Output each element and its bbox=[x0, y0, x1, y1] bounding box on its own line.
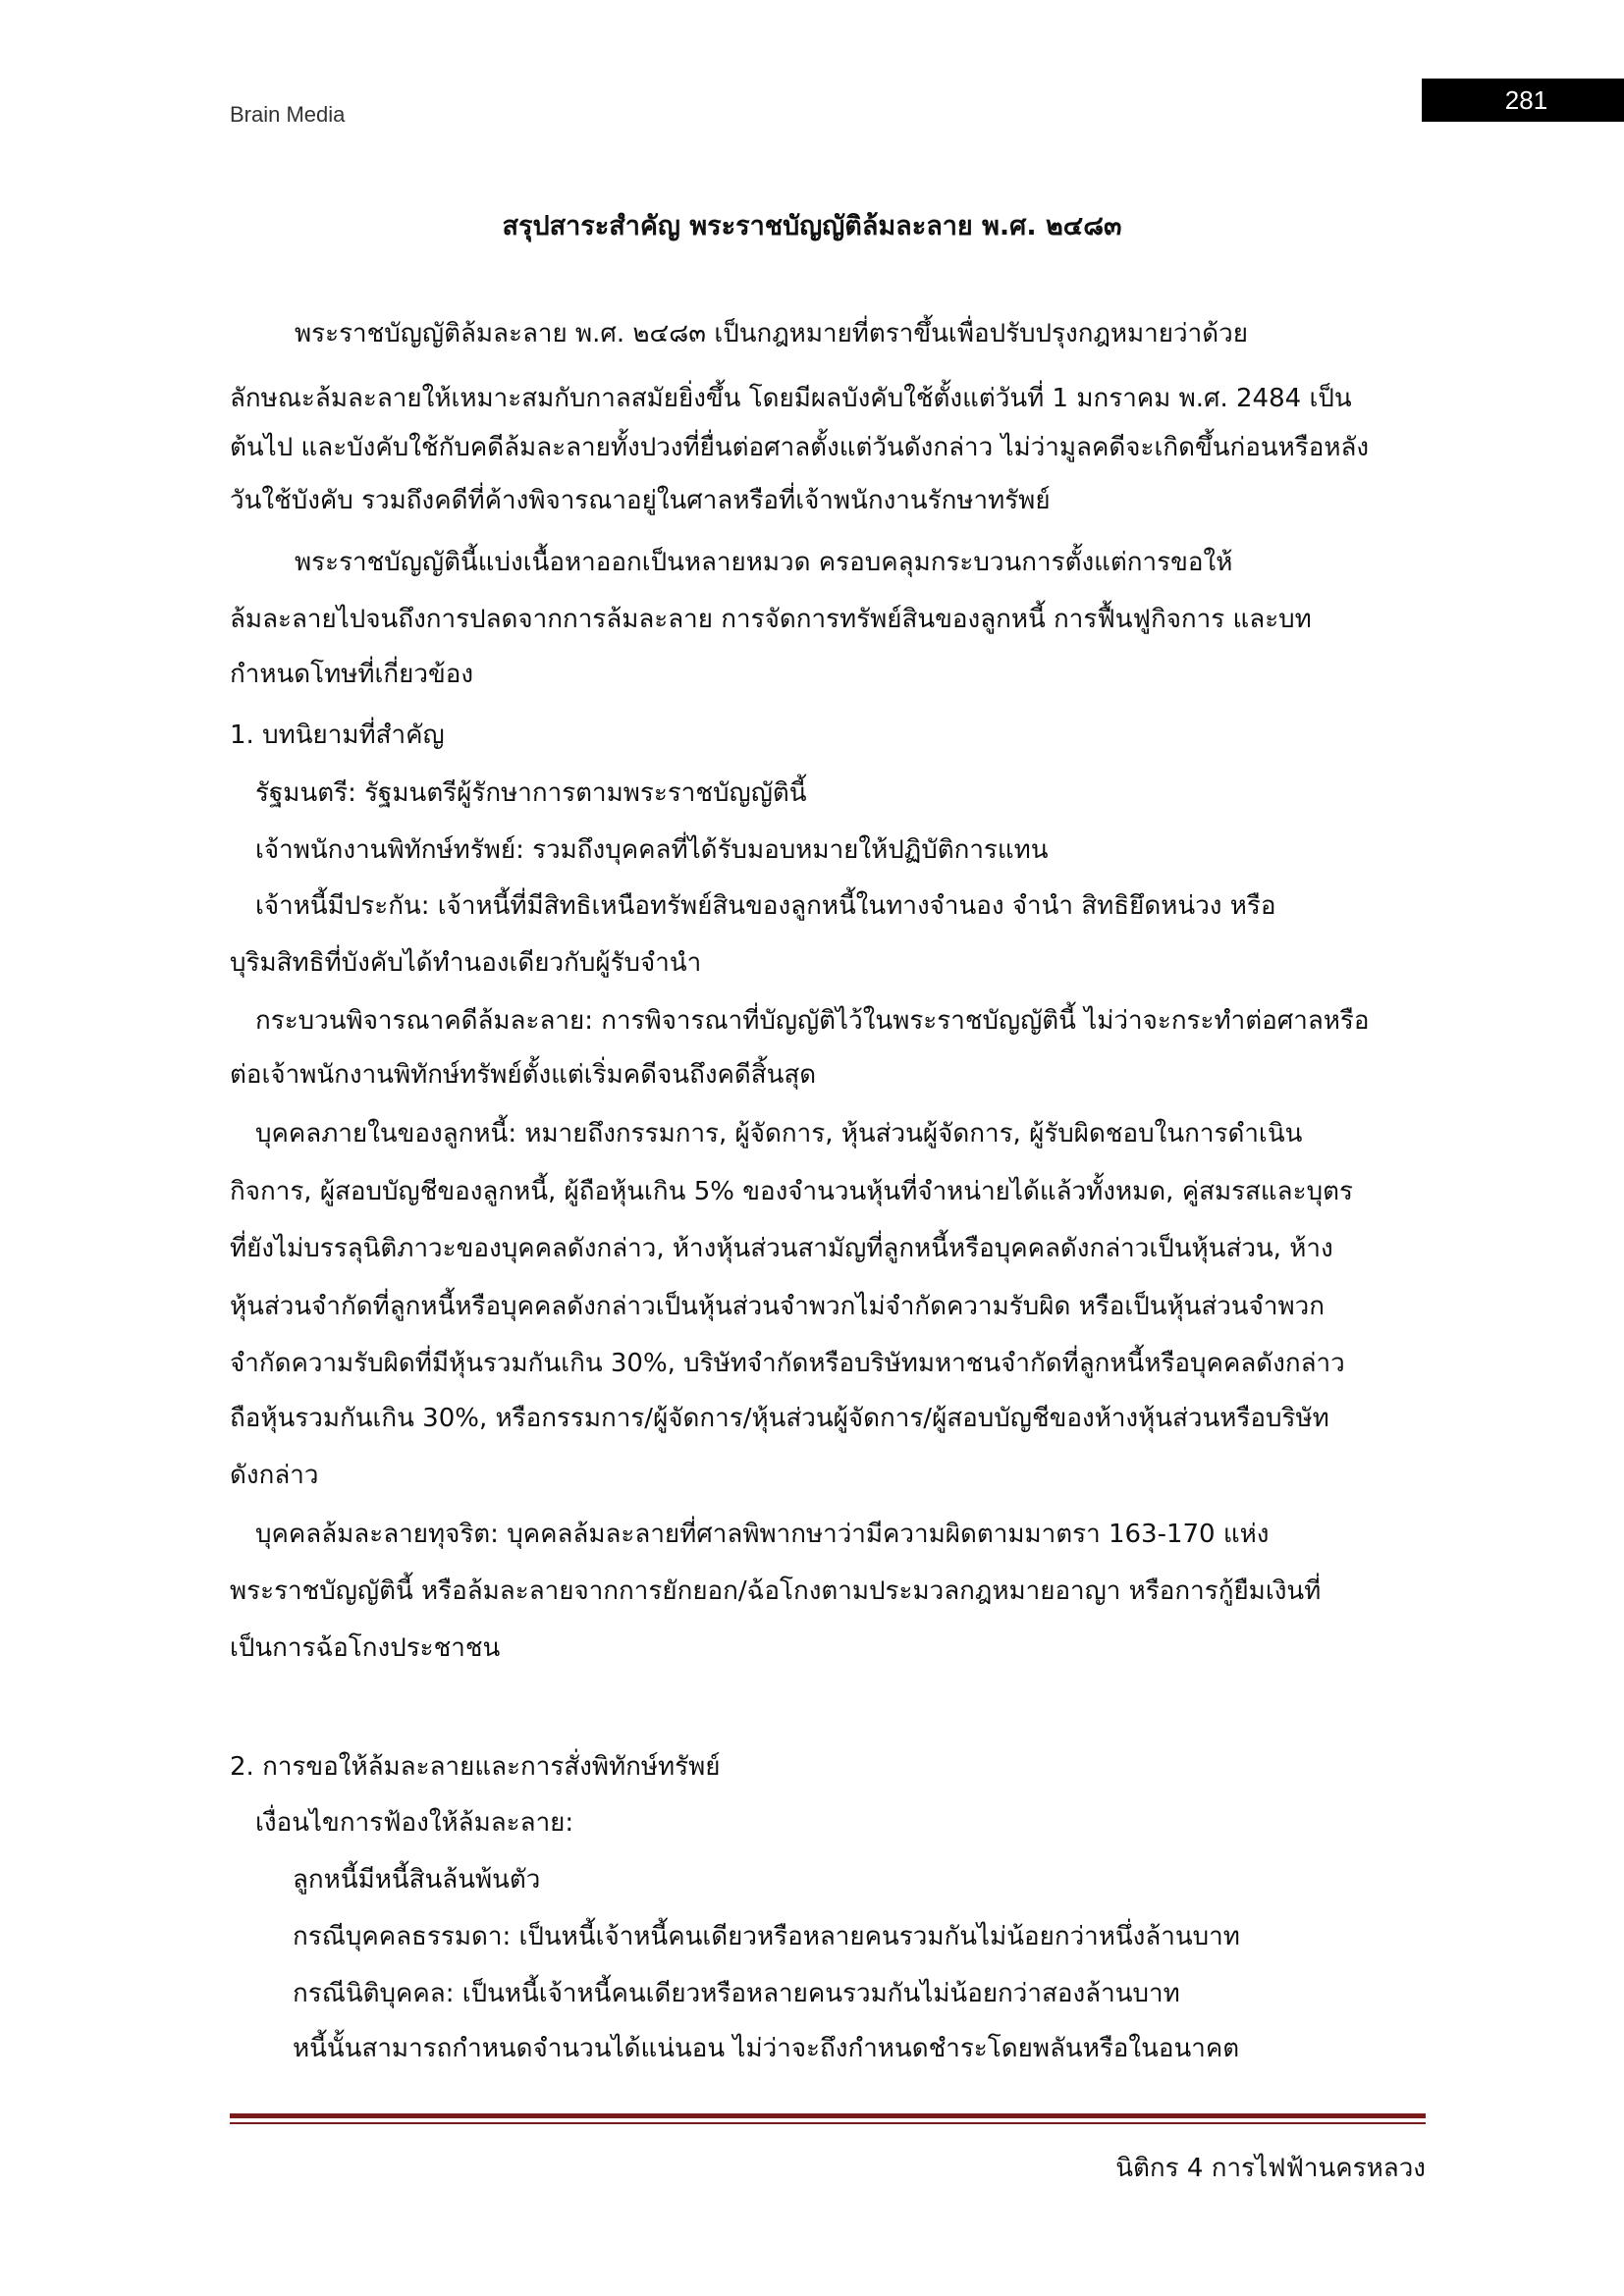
section-heading: 1. บทนิยามที่สำคัญ bbox=[230, 721, 445, 750]
paragraph-line: ล้มละลายไปจนถึงการปลดจากการล้มละลาย การจัดการทรัพย์สินของลูกหนี้ การฟื้นฟูกิจการ และบท bbox=[230, 605, 1312, 634]
footer-rule bbox=[230, 2122, 1426, 2124]
paragraph-line: กำหนดโทษที่เกี่ยวข้อง bbox=[230, 660, 474, 689]
paragraph-line: ลักษณะล้มละลายให้เหมาะสมกับกาลสมัยยิ่งขึ้น โดยมีผลบังคับใช้ตั้งแต่วันที่ 1 มกราคม พ.ศ. 2484 เป็น bbox=[230, 384, 1352, 413]
paragraph-line: วันใช้บังคับ รวมถึงคดีที่ค้างพิจารณาอยู่ในศาลหรือที่เจ้าพนักงานรักษาทรัพย์ bbox=[230, 486, 1051, 515]
definition-line: บุคคลภายในของลูกหนี้: หมายถึงกรรมการ, ผู้จัดการ, หุ้นส่วนผู้จัดการ, ผู้รับผิดชอบในการดำเนิน bbox=[255, 1119, 1303, 1148]
condition-line: กรณีบุคคลธรรมดา: เป็นหนี้เจ้าหนี้คนเดียวหรือหลายคนรวมกันไม่น้อยกว่าหนึ่งล้านบาท bbox=[293, 1922, 1240, 1951]
definition-line: กระบวนพิจารณาคดีล้มละลาย: การพิจารณาที่บัญญัติไว้ในพระราชบัญญัตินี้ ไม่ว่าจะกระทำต่อศาลหรือ bbox=[255, 1006, 1370, 1036]
definition-line: ต่อเจ้าพนักงานพิทักษ์ทรัพย์ตั้งแต่เริ่มคดีจนถึงคดีสิ้นสุด bbox=[230, 1060, 817, 1090]
definition-line: เป็นการฉ้อโกงประชาชน bbox=[230, 1633, 501, 1663]
definition-line: หุ้นส่วนจำกัดที่ลูกหนี้หรือบุคคลดังกล่าวเป็นหุ้นส่วนจำพวกไม่จำกัดความรับผิด หรือเป็นหุ้นส่วนจำพวก bbox=[230, 1292, 1325, 1321]
definition-line: กิจการ, ผู้สอบบัญชีของลูกหนี้, ผู้ถือหุ้นเกิน 5% ของจำนวนหุ้นที่จำหน่ายได้แล้วทั้งหมด, คู่สมรสและบุตร bbox=[230, 1177, 1353, 1206]
condition-line: เงื่อนไขการฟ้องให้ล้มละลาย: bbox=[255, 1808, 574, 1838]
paragraph-line: พระราชบัญญัติล้มละลาย พ.ศ. ๒๔๘๓ เป็นกฎหมายที่ตราขึ้นเพื่อปรับปรุงกฎหมายว่าด้วย bbox=[295, 319, 1248, 348]
definition-line: รัฐมนตรี: รัฐมนตรีผู้รักษาการตามพระราชบัญญัตินี้ bbox=[255, 778, 807, 808]
definition-line: ดังกล่าว bbox=[230, 1461, 319, 1490]
definition-line: บุคคลล้มละลายทุจริต: บุคคลล้มละลายที่ศาลพิพากษาว่ามีความผิดตามมาตรา 163-170 แห่ง bbox=[255, 1520, 1270, 1549]
definition-line: เจ้าพนักงานพิทักษ์ทรัพย์: รวมถึงบุคคลที่ได้รับมอบหมายให้ปฏิบัติการแทน bbox=[255, 835, 1049, 865]
condition-line: หนี้นั้นสามารถกำหนดจำนวนได้แน่นอน ไม่ว่าจะถึงกำหนดชำระโดยพลันหรือในอนาคต bbox=[293, 2034, 1240, 2063]
section-heading: 2. การขอให้ล้มละลายและการสั่งพิทักษ์ทรัพย์ bbox=[230, 1752, 721, 1782]
footer-rule bbox=[230, 2113, 1426, 2118]
paragraph-line: พระราชบัญญัตินี้แบ่งเนื้อหาออกเป็นหลายหมวด ครอบคลุมกระบวนการตั้งแต่การขอให้ bbox=[295, 548, 1233, 577]
page-number: 281 bbox=[1422, 79, 1624, 122]
definition-line: พระราชบัญญัตินี้ หรือล้มละลายจากการยักยอก/ฉ้อโกงตามประมวลกฎหมายอาญา หรือการกู้ยืมเงินที่ bbox=[230, 1576, 1322, 1606]
footer-text: นิติกร 4 การไฟฟ้านครหลวง bbox=[1115, 2154, 1426, 2183]
paragraph-line: ต้นไป และบังคับใช้กับคดีล้มละลายทั้งปวงที่ยื่นต่อศาลตั้งแต่วันดังกล่าว ไม่ว่ามูลคดีจะเกิดขึ้นก่อนหรือหลัง bbox=[230, 433, 1370, 462]
condition-line: กรณีนิติบุคคล: เป็นหนี้เจ้าหนี้คนเดียวหรือหลายคนรวมกันไม่น้อยกว่าสองล้านบาท bbox=[293, 1979, 1180, 2008]
definition-line: ถือหุ้นรวมกันเกิน 30%, หรือกรรมการ/ผู้จัดการ/หุ้นส่วนผู้จัดการ/ผู้สอบบัญชีของห้างหุ้นส่วนหรือบริษัท bbox=[230, 1404, 1329, 1433]
condition-line: ลูกหนี้มีหนี้สินล้นพ้นตัว bbox=[293, 1865, 541, 1895]
definition-line: เจ้าหนี้มีประกัน: เจ้าหนี้ที่มีสิทธิเหนือทรัพย์สินของลูกหนี้ในทางจำนอง จำนำ สิทธิยึดหน่วง หรือ bbox=[255, 891, 1276, 921]
document-title: สรุปสาระสำคัญ พระราชบัญญัติล้มละลาย พ.ศ. ๒๔๘๓ bbox=[502, 211, 1122, 241]
definition-line: จำกัดความรับผิดที่มีหุ้นรวมกันเกิน 30%, บริษัทจำกัดหรือบริษัทมหาชนจำกัดที่ลูกหนี้หรือบุคคลดังกล่าว bbox=[230, 1349, 1345, 1378]
definition-line: ที่ยังไม่บรรลุนิติภาวะของบุคคลดังกล่าว, ห้างหุ้นส่วนสามัญที่ลูกหนี้หรือบุคคลดังกล่าวเป็นหุ้นส่วน, ห้าง bbox=[230, 1234, 1333, 1263]
publisher-label: Brain Media bbox=[230, 102, 346, 127]
definition-line: บุริมสิทธิที่บังคับได้ทำนองเดียวกับผู้รับจำนำ bbox=[230, 948, 702, 978]
